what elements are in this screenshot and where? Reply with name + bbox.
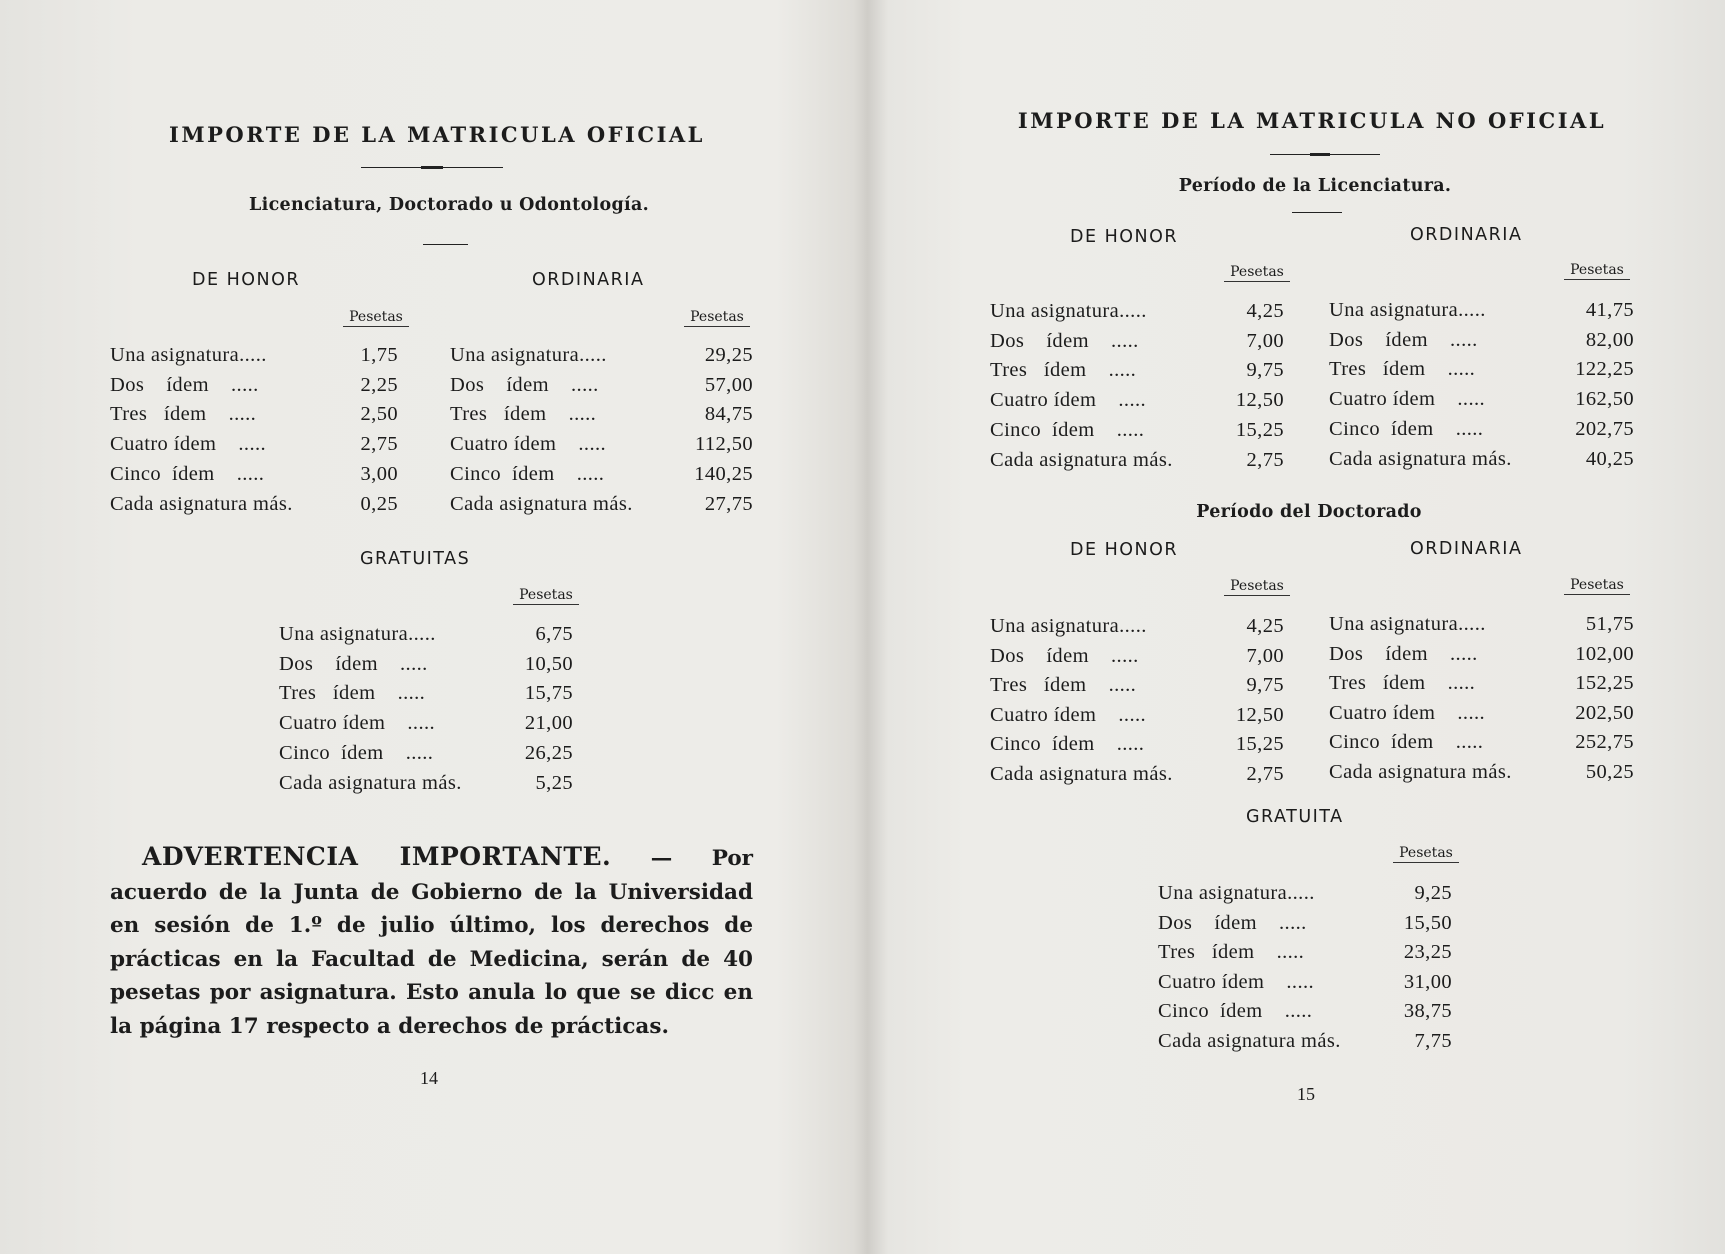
- currency-label: Pesetas: [343, 309, 409, 327]
- fee-row-value: 6,75: [535, 623, 573, 645]
- fee-row-label: Dos ídem .....: [450, 373, 599, 396]
- divider: [423, 244, 468, 245]
- divider-mark: [1310, 153, 1330, 156]
- fee-row: [450, 341, 753, 370]
- fee-row-value: 4,25: [1246, 615, 1284, 637]
- fee-row-value: 84,75: [704, 403, 753, 426]
- fee-row-value: 40,25: [1585, 447, 1634, 470]
- fee-row-value: 31,00: [1403, 970, 1452, 993]
- fee-row-value: 1,75: [360, 344, 398, 366]
- section-subtitle: Licenciatura, Doctorado u Odontología.: [249, 195, 649, 215]
- fee-row-label: Cada asignatura más.: [1329, 447, 1512, 470]
- fee-row: [110, 460, 398, 489]
- fee-row-value: 112,50: [694, 433, 753, 456]
- fee-row: [279, 620, 573, 649]
- fee-row-label: Cada asignatura más.: [450, 492, 633, 515]
- page-number: 14: [420, 1068, 438, 1088]
- notice-heading: ADVERTENCIA IMPORTANTE.: [142, 842, 612, 871]
- column-heading-honor: DE HONOR: [1070, 227, 1179, 247]
- fee-row-label: Cuatro ídem .....: [450, 433, 607, 456]
- fee-row-label: Una asignatura.....: [1158, 882, 1315, 904]
- fee-row-value: 122,25: [1575, 358, 1634, 381]
- fee-row-value: 15,50: [1403, 911, 1452, 934]
- column-heading-honor: DE HONOR: [1070, 540, 1179, 560]
- column-heading-ordinaria: ORDINARIA: [532, 270, 645, 290]
- fee-row-label: Cuatro ídem .....: [1158, 970, 1315, 993]
- fee-row-label: Cinco ídem .....: [990, 418, 1145, 441]
- fee-row-value: 202,50: [1575, 701, 1634, 724]
- fee-row: [990, 446, 1284, 475]
- fee-row-label: Cinco ídem .....: [450, 462, 605, 485]
- fee-row: [450, 430, 753, 459]
- fee-row: [1158, 1027, 1452, 1056]
- fee-row-value: 2,75: [360, 433, 398, 456]
- important-notice: [110, 840, 753, 1043]
- fee-row-label: Cuatro ídem .....: [110, 433, 267, 456]
- fee-row-label: Una asignatura.....: [990, 615, 1147, 637]
- fee-row: [1329, 669, 1634, 698]
- fee-row: [990, 671, 1284, 700]
- fee-row: [279, 650, 573, 679]
- fee-row-label: Dos ídem .....: [279, 652, 428, 675]
- fee-row-value: 4,25: [1246, 300, 1284, 322]
- fee-row: [1329, 758, 1634, 787]
- currency-label: Pesetas: [513, 587, 579, 605]
- currency-label: Pesetas: [1564, 262, 1630, 280]
- fee-row: [1329, 610, 1634, 639]
- fee-row: [450, 371, 753, 400]
- fee-row: [1329, 699, 1634, 728]
- fee-row-value: 162,50: [1575, 388, 1634, 411]
- fee-row-value: 0,25: [360, 492, 398, 515]
- page-title: IMPORTE DE LA MATRICULA NO OFICIAL: [1017, 108, 1607, 133]
- fee-row-value: 7,75: [1414, 1029, 1452, 1052]
- fee-row-value: 38,75: [1403, 1000, 1452, 1022]
- fee-row: [990, 416, 1284, 445]
- fee-row: [279, 679, 573, 708]
- fee-row: [110, 400, 398, 429]
- fee-row-value: 7,00: [1246, 644, 1284, 667]
- fee-row-value: 2,25: [360, 373, 398, 396]
- fee-row: [1329, 728, 1634, 757]
- fee-row-label: Cada asignatura más.: [1158, 1029, 1341, 1052]
- fee-row-value: 12,50: [1235, 389, 1284, 412]
- fee-row-value: 9,75: [1246, 359, 1284, 382]
- fee-row-label: Una asignatura.....: [1329, 613, 1486, 635]
- fee-row: [1158, 879, 1452, 908]
- fee-row: [1158, 968, 1452, 997]
- fee-row-label: Tres ídem .....: [990, 359, 1137, 382]
- column-heading-ordinaria: ORDINARIA: [1410, 539, 1523, 559]
- fee-row-label: Cuatro ídem .....: [1329, 388, 1486, 411]
- fee-row-value: 57,00: [704, 373, 753, 396]
- section-title-licenciatura: Período de la Licenciatura.: [1178, 176, 1452, 196]
- fee-row-label: Cinco ídem .....: [1329, 731, 1484, 753]
- fee-row-value: 82,00: [1585, 328, 1634, 351]
- fee-row: [990, 701, 1284, 730]
- fee-row: [1158, 997, 1452, 1026]
- page-number: 15: [1297, 1084, 1315, 1104]
- fee-row: [450, 490, 753, 519]
- divider: [1292, 212, 1342, 213]
- fee-row-label: Cinco ídem .....: [279, 741, 434, 764]
- fee-row-label: Tres ídem .....: [1329, 672, 1476, 694]
- fee-row-label: Cuatro ídem .....: [279, 712, 436, 735]
- fee-row-label: Cada asignatura más.: [110, 492, 293, 515]
- fee-row: [110, 371, 398, 400]
- fee-row: [450, 400, 753, 429]
- section-title-doctorado: Período del Doctorado: [1196, 502, 1422, 522]
- fee-row-label: Una asignatura.....: [990, 300, 1147, 322]
- fee-row: [279, 769, 573, 798]
- fee-row-value: 5,25: [535, 771, 573, 794]
- fee-row-label: Cuatro ídem .....: [990, 389, 1147, 412]
- fee-row: [990, 642, 1284, 671]
- fee-row-value: 202,75: [1575, 417, 1634, 440]
- fee-row: [110, 490, 398, 519]
- column-heading-ordinaria: ORDINARIA: [1410, 225, 1523, 245]
- fee-row-label: Tres ídem .....: [1329, 358, 1476, 381]
- fee-row-label: Dos ídem .....: [1329, 328, 1478, 351]
- fee-row: [990, 760, 1284, 789]
- fee-row-label: Una asignatura.....: [450, 344, 607, 366]
- fee-row-label: Cada asignatura más.: [279, 771, 462, 794]
- fee-row-label: Cinco ídem .....: [110, 462, 265, 485]
- fee-row: [450, 460, 753, 489]
- fee-row-value: 152,25: [1575, 672, 1634, 694]
- currency-label: Pesetas: [1224, 578, 1290, 596]
- fee-row-value: 26,25: [524, 741, 573, 764]
- fee-row: [1329, 355, 1634, 384]
- fee-row: [279, 739, 573, 768]
- fee-row-label: Tres ídem .....: [1158, 941, 1305, 963]
- fee-row-value: 3,00: [360, 462, 398, 485]
- fee-row-label: Dos ídem .....: [1158, 911, 1307, 934]
- fee-row-value: 140,25: [694, 462, 753, 485]
- fee-row-label: Cada asignatura más.: [990, 762, 1173, 785]
- fee-row-label: Cada asignatura más.: [990, 448, 1173, 471]
- fee-row-label: Dos ídem .....: [110, 373, 259, 396]
- fee-row-value: 7,00: [1246, 329, 1284, 352]
- fee-row: [990, 297, 1284, 326]
- fee-row-value: 2,50: [360, 403, 398, 426]
- fee-row-value: 2,75: [1246, 448, 1284, 471]
- currency-label: Pesetas: [1393, 845, 1459, 863]
- fee-row-value: 9,25: [1414, 882, 1452, 904]
- fee-row: [1329, 640, 1634, 669]
- column-heading-gratuita: GRATUITA: [1246, 807, 1344, 827]
- fee-row-label: Una asignatura.....: [279, 623, 436, 645]
- fee-row: [1329, 415, 1634, 444]
- fee-row-value: 9,75: [1246, 674, 1284, 696]
- fee-row-label: Cuatro ídem .....: [1329, 701, 1486, 724]
- fee-row-value: 15,25: [1235, 418, 1284, 441]
- fee-row-value: 41,75: [1585, 299, 1634, 321]
- fee-row: [990, 356, 1284, 385]
- fee-row-label: Cinco ídem .....: [990, 733, 1145, 755]
- currency-label: Pesetas: [1564, 577, 1630, 595]
- fee-row-label: Una asignatura.....: [110, 344, 267, 366]
- fee-row-value: 29,25: [704, 344, 753, 366]
- fee-row: [990, 612, 1284, 641]
- currency-label: Pesetas: [684, 309, 750, 327]
- fee-row: [1329, 326, 1634, 355]
- fee-row-value: 15,25: [1235, 733, 1284, 755]
- fee-row: [279, 709, 573, 738]
- fee-row-label: Tres ídem .....: [450, 403, 597, 426]
- fee-row: [1329, 296, 1634, 325]
- column-heading-gratuitas: GRATUITAS: [360, 549, 471, 569]
- fee-row-value: 2,75: [1246, 762, 1284, 785]
- column-heading-honor: DE HONOR: [192, 270, 301, 290]
- fee-row-value: 51,75: [1585, 613, 1634, 635]
- fee-row-value: 252,75: [1575, 731, 1634, 753]
- fee-row: [1158, 938, 1452, 967]
- fee-row-label: Cinco ídem .....: [1329, 417, 1484, 440]
- currency-label: Pesetas: [1224, 264, 1290, 282]
- fee-row: [110, 430, 398, 459]
- fee-row-label: Cinco ídem .....: [1158, 1000, 1313, 1022]
- fee-row: [990, 386, 1284, 415]
- fee-row-value: 102,00: [1575, 642, 1634, 665]
- fee-row: [990, 327, 1284, 356]
- fee-row-value: 27,75: [704, 492, 753, 515]
- fee-row: [1329, 445, 1634, 474]
- fee-row-value: 21,00: [524, 712, 573, 735]
- fee-row: [1329, 385, 1634, 414]
- notice-text: — Por acuerdo de la Junta de Gobierno de la Universidad en sesión de 1.º de julio último, los derechos de prácticas en la Facultad de Medicina, serán de 40 pesetas por asignatura. Esto anula lo que se dicc en la página 17 respecto a derechos de prácticas.: [110, 846, 753, 1039]
- fee-row-label: Tres ídem .....: [110, 403, 257, 426]
- fee-row: [990, 730, 1284, 759]
- fee-row-value: 15,75: [524, 682, 573, 705]
- fee-row-value: 12,50: [1235, 703, 1284, 726]
- fee-row-label: Cuatro ídem .....: [990, 703, 1147, 726]
- fee-row-label: Dos ídem .....: [1329, 642, 1478, 665]
- page-title: IMPORTE DE LA MATRICULA OFICIAL: [169, 122, 705, 147]
- fee-row-value: 23,25: [1403, 941, 1452, 963]
- fee-row-label: Una asignatura.....: [1329, 299, 1486, 321]
- fee-row: [110, 341, 398, 370]
- fee-row-label: Tres ídem .....: [279, 682, 426, 705]
- fee-row-value: 50,25: [1585, 760, 1634, 783]
- fee-row: [1158, 909, 1452, 938]
- divider-mark: [421, 166, 443, 169]
- fee-row-label: Tres ídem .....: [990, 674, 1137, 696]
- fee-row-label: Dos ídem .....: [990, 644, 1139, 667]
- fee-row-label: Cada asignatura más.: [1329, 760, 1512, 783]
- fee-row-label: Dos ídem .....: [990, 329, 1139, 352]
- fee-row-value: 10,50: [524, 652, 573, 675]
